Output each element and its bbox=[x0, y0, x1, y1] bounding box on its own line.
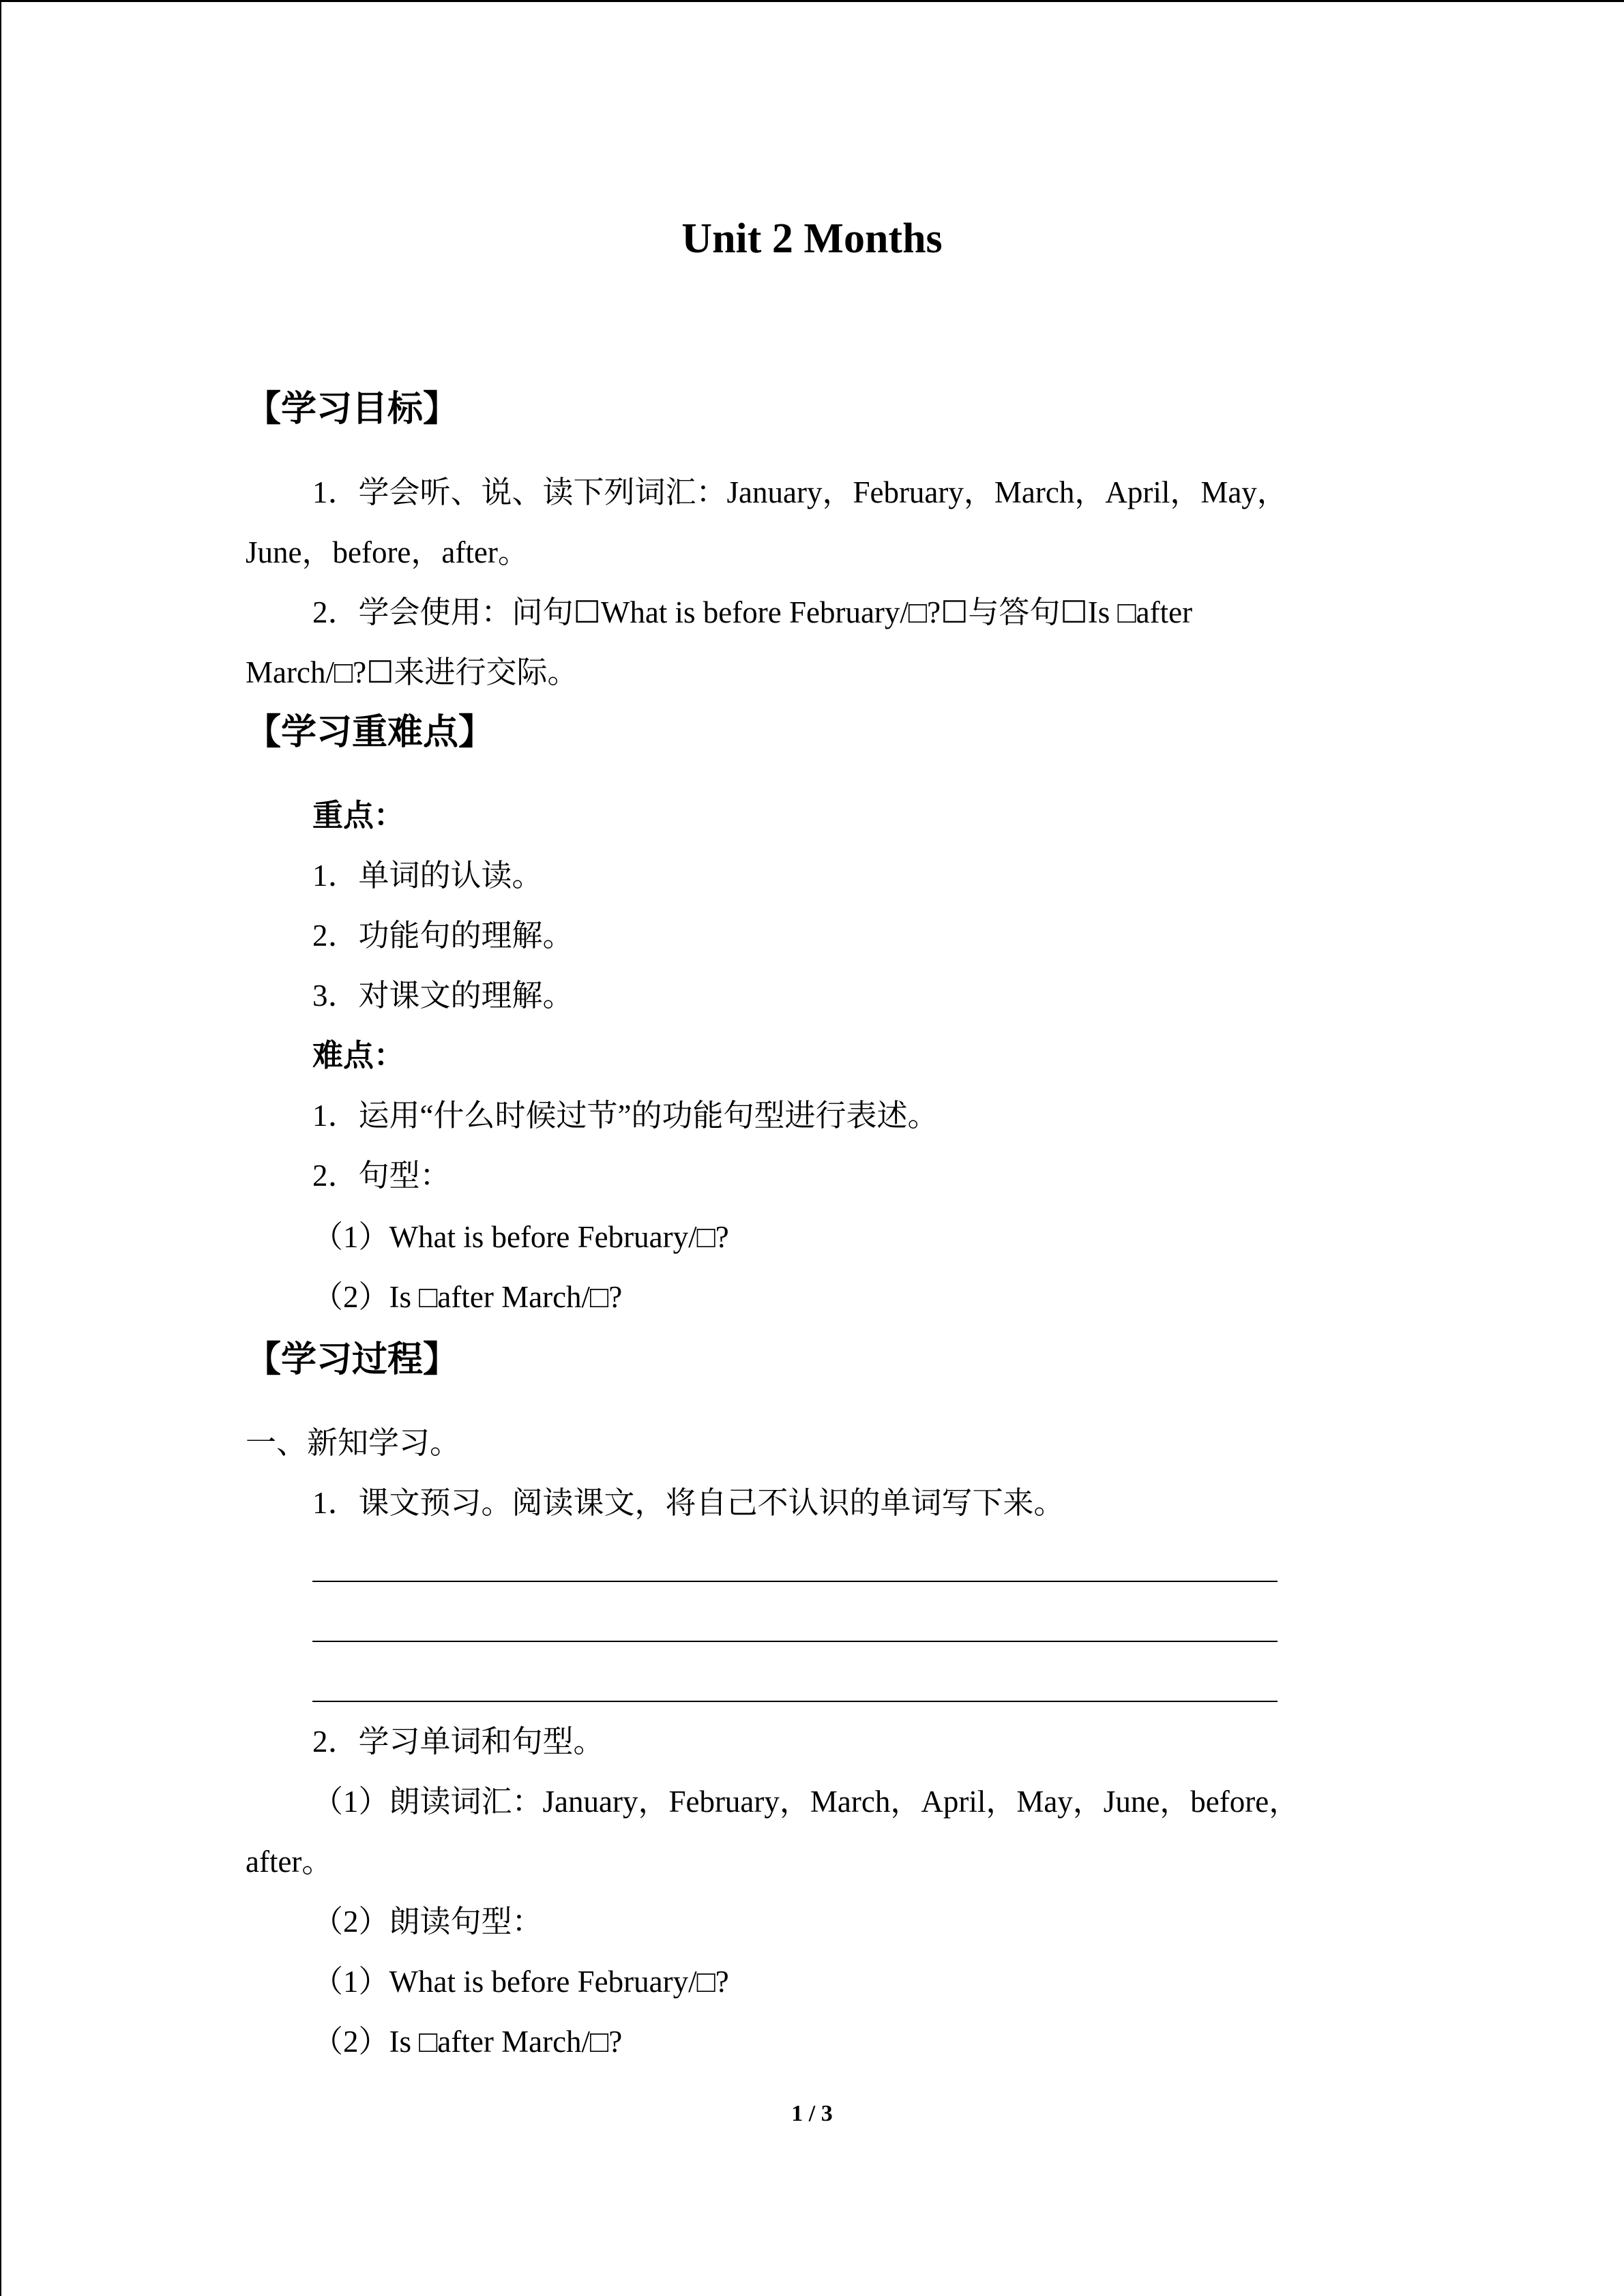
answer-blank-line[interactable] bbox=[312, 1641, 1278, 1642]
step-learn-words: 2．学习单词和句型。 bbox=[312, 1725, 604, 1759]
goal-item-2-line1: 2．学会使用：问句☐What is before February/□?☐与答句☐Is □after bbox=[312, 595, 1193, 629]
goal-item-1-line1: 1．学会听、说、读下列词汇：January，February，March，April，May， bbox=[312, 475, 1288, 509]
page-number: 1 / 3 bbox=[791, 2101, 833, 2126]
key-points-label: 重点： bbox=[312, 799, 405, 833]
heading-key-difficult-points: 【学习重难点】 bbox=[246, 713, 494, 752]
answer-blank-line[interactable] bbox=[312, 1701, 1278, 1702]
sentence-pattern-1: （1）What is before February/□? bbox=[312, 1220, 729, 1254]
answer-blank-line[interactable] bbox=[312, 1581, 1278, 1582]
step-preview: 1．课文预习。阅读课文，将自己不认识的单词写下来。 bbox=[312, 1486, 1065, 1520]
goal-item-1-line2: June，before，after。 bbox=[246, 535, 529, 569]
document-title: Unit 2 Months bbox=[681, 215, 943, 262]
difficult-point-item-1: 1．运用“什么时候过节”的功能句型进行表述。 bbox=[312, 1099, 939, 1133]
read-vocabulary-line2: after。 bbox=[246, 1845, 333, 1879]
sentence-pattern-2: （2）Is □after March/□? bbox=[312, 1280, 623, 1314]
key-point-item: 2．功能句的理解。 bbox=[312, 919, 574, 953]
process-pattern-2: （2）Is □after March/□? bbox=[312, 2025, 623, 2059]
key-point-item: 1．单词的认读。 bbox=[312, 859, 543, 893]
read-vocabulary-line1: （1）朗读词汇：January，February，March，April，May，June，before， bbox=[312, 1785, 1300, 1819]
process-pattern-1: （1）What is before February/□? bbox=[312, 1965, 729, 1999]
part-new-knowledge: 一、新知学习。 bbox=[246, 1426, 461, 1460]
difficult-point-item-2: 2．句型： bbox=[312, 1159, 451, 1193]
heading-learning-goals: 【学习目标】 bbox=[246, 390, 459, 429]
read-patterns-label: （2）朗读句型： bbox=[312, 1905, 543, 1939]
heading-learning-process: 【学习过程】 bbox=[246, 1341, 459, 1380]
key-point-item: 3．对课文的理解。 bbox=[312, 979, 574, 1013]
goal-item-2-line2: March/□?☐来进行交际。 bbox=[246, 655, 578, 689]
difficult-points-label: 难点： bbox=[312, 1039, 405, 1073]
